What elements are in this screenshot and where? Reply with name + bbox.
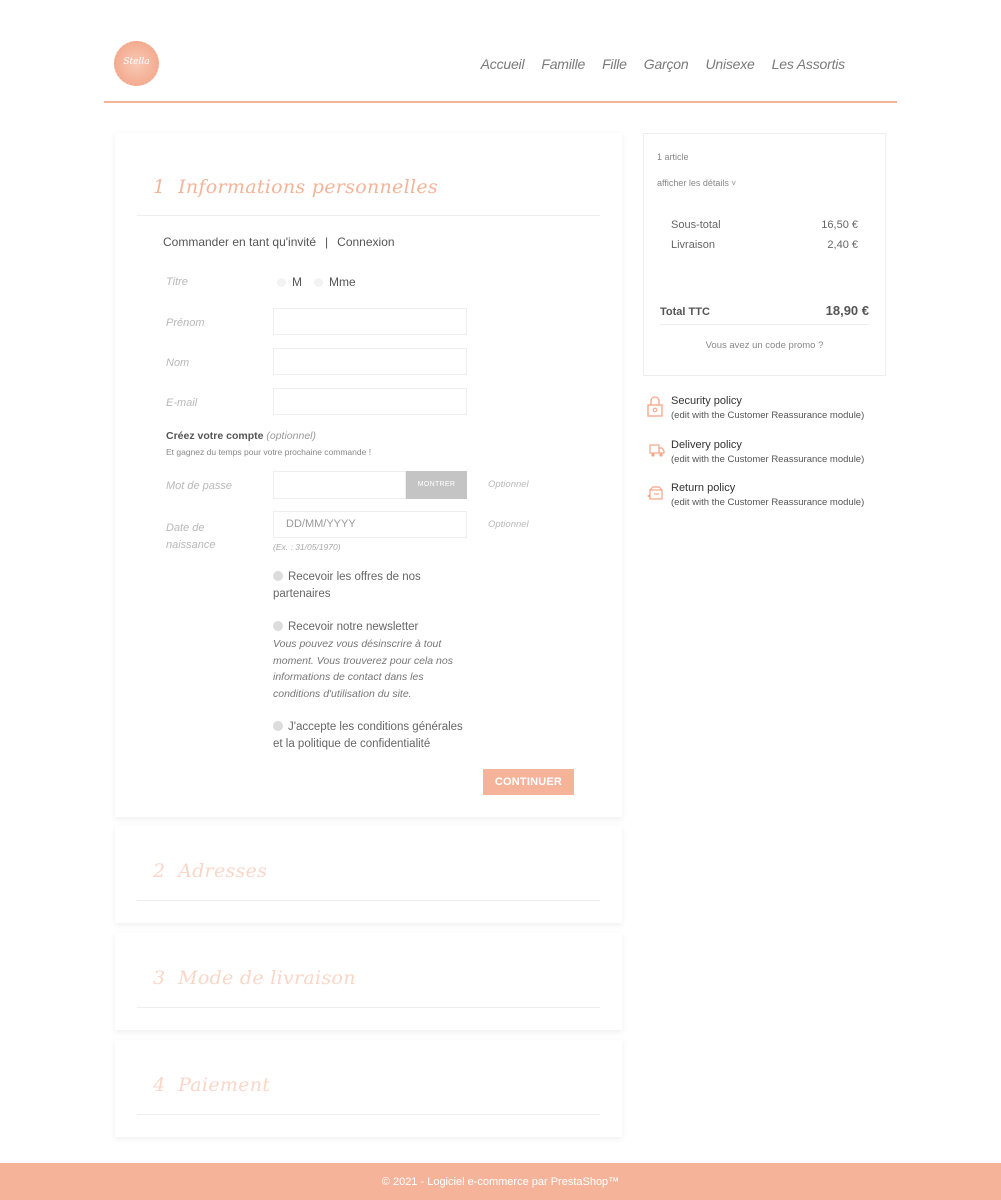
reassurance-subtitle: (edit with the Customer Reassurance module) bbox=[671, 410, 865, 421]
cart-summary bbox=[643, 133, 886, 376]
checkbox-icon bbox=[273, 621, 283, 631]
continue-button[interactable]: CONTINUER bbox=[483, 769, 574, 795]
step-3-title[interactable]: 3 Mode de livraison bbox=[153, 967, 356, 989]
nav-item-fille[interactable]: Fille bbox=[602, 56, 627, 72]
step-divider bbox=[137, 900, 600, 901]
title-label: Titre bbox=[166, 276, 188, 288]
birthdate-label: Date de naissance bbox=[166, 522, 216, 551]
password-label: Mot de passe bbox=[166, 480, 233, 492]
total-row: Total TTC 18,90 € bbox=[660, 303, 869, 318]
checkbox-icon bbox=[273, 571, 283, 581]
step-divider bbox=[137, 215, 600, 216]
truck-icon bbox=[645, 439, 667, 461]
newsletter-note: Vous pouvez vous désinscrire à tout moment. Vous trouverez pour cela nos informations de contact dans les conditions d'utilisation du site. bbox=[273, 638, 453, 700]
password-optional: Optionnel bbox=[488, 479, 529, 490]
radio-icon bbox=[314, 278, 323, 287]
total-divider bbox=[660, 324, 869, 325]
reassurance-title: Security policy bbox=[671, 395, 742, 407]
terms-checkbox[interactable]: J'accepte les conditions générales et la politique de confidentialité bbox=[273, 721, 463, 750]
step-divider bbox=[137, 1114, 600, 1115]
nav-item-accueil[interactable]: Accueil bbox=[480, 56, 525, 72]
order-as-guest-link[interactable]: Commander en tant qu'invité bbox=[163, 235, 317, 249]
promo-code-link[interactable]: Vous avez un code promo ? bbox=[705, 340, 824, 351]
step-2-title[interactable]: 2 Adresses bbox=[153, 860, 268, 882]
password-input[interactable] bbox=[273, 471, 406, 499]
birthdate-hint: (Ex. : 31/05/1970) bbox=[273, 542, 341, 552]
step-addresses bbox=[115, 826, 622, 923]
email-input[interactable] bbox=[273, 388, 467, 415]
lastname-input[interactable] bbox=[273, 348, 467, 375]
reassurance-title: Return policy bbox=[671, 482, 736, 494]
checkbox-icon bbox=[273, 721, 283, 731]
step-payment bbox=[115, 1040, 622, 1137]
step-personal-info bbox=[115, 133, 622, 817]
show-details-toggle[interactable]: afficher les détails ˅ bbox=[657, 178, 737, 188]
shipping-row: Livraison 2,40 € bbox=[671, 239, 858, 251]
step-divider bbox=[137, 1007, 600, 1008]
firstname-label: Prénom bbox=[166, 317, 205, 329]
guest-login-switch bbox=[163, 235, 395, 249]
site-header bbox=[104, 0, 897, 103]
nav-item-les-assortis[interactable]: Les Assortis bbox=[771, 56, 845, 72]
lock-icon bbox=[645, 395, 667, 417]
title-option-mme[interactable]: Mme bbox=[314, 275, 356, 289]
step-4-title[interactable]: 4 Paiement bbox=[153, 1074, 271, 1096]
logo-text: Stella bbox=[123, 57, 150, 67]
chevron-down-icon: ˅ bbox=[731, 179, 737, 188]
reassurance-title: Delivery policy bbox=[671, 439, 742, 451]
nav-item-famille[interactable]: Famille bbox=[541, 56, 586, 72]
save-time-note: Et gagnez du temps pour votre prochaine commande ! bbox=[166, 447, 372, 457]
main-nav bbox=[481, 56, 845, 72]
partners-offers-checkbox[interactable]: Recevoir les offres de nos partenaires bbox=[273, 571, 421, 600]
radio-icon bbox=[277, 278, 286, 287]
birthdate-input[interactable]: DD/MM/YYYY bbox=[273, 511, 467, 538]
reassurance-subtitle: (edit with the Customer Reassurance module) bbox=[671, 454, 865, 465]
nav-item-garcon[interactable]: Garçon bbox=[643, 56, 689, 72]
step-1-title[interactable]: 1 Informations personnelles bbox=[153, 176, 438, 198]
cart-item-count: 1 article bbox=[657, 152, 689, 162]
site-footer bbox=[0, 1163, 1001, 1200]
login-link[interactable]: Connexion bbox=[337, 235, 395, 249]
site-logo[interactable] bbox=[114, 41, 159, 86]
email-label: E-mail bbox=[166, 397, 198, 409]
birthdate-optional: Optionnel bbox=[488, 519, 529, 530]
subtotal-row: Sous-total 16,50 € bbox=[671, 219, 858, 231]
lastname-label: Nom bbox=[166, 357, 190, 369]
footer-copyright[interactable]: © 2021 - Logiciel e-commerce par PrestaShop™ bbox=[381, 1176, 620, 1188]
step-shipping-method bbox=[115, 933, 622, 1030]
newsletter-checkbox[interactable]: Recevoir notre newsletter Vous pouvez vous désinscrire à tout moment. Vous trouverez pour cela nos informations de contact dans les conditions d'utilisation du site. bbox=[273, 619, 473, 702]
create-account-heading: Créez votre compte (optionnel) bbox=[166, 430, 316, 442]
nav-item-unisexe[interactable]: Unisexe bbox=[705, 56, 755, 72]
reassurance-subtitle: (edit with the Customer Reassurance module) bbox=[671, 497, 865, 508]
firstname-input[interactable] bbox=[273, 308, 467, 335]
title-option-m[interactable]: M bbox=[277, 275, 302, 289]
show-password-button[interactable]: MONTRER bbox=[406, 471, 467, 499]
separator: | bbox=[325, 235, 329, 249]
return-box-icon bbox=[645, 482, 667, 504]
